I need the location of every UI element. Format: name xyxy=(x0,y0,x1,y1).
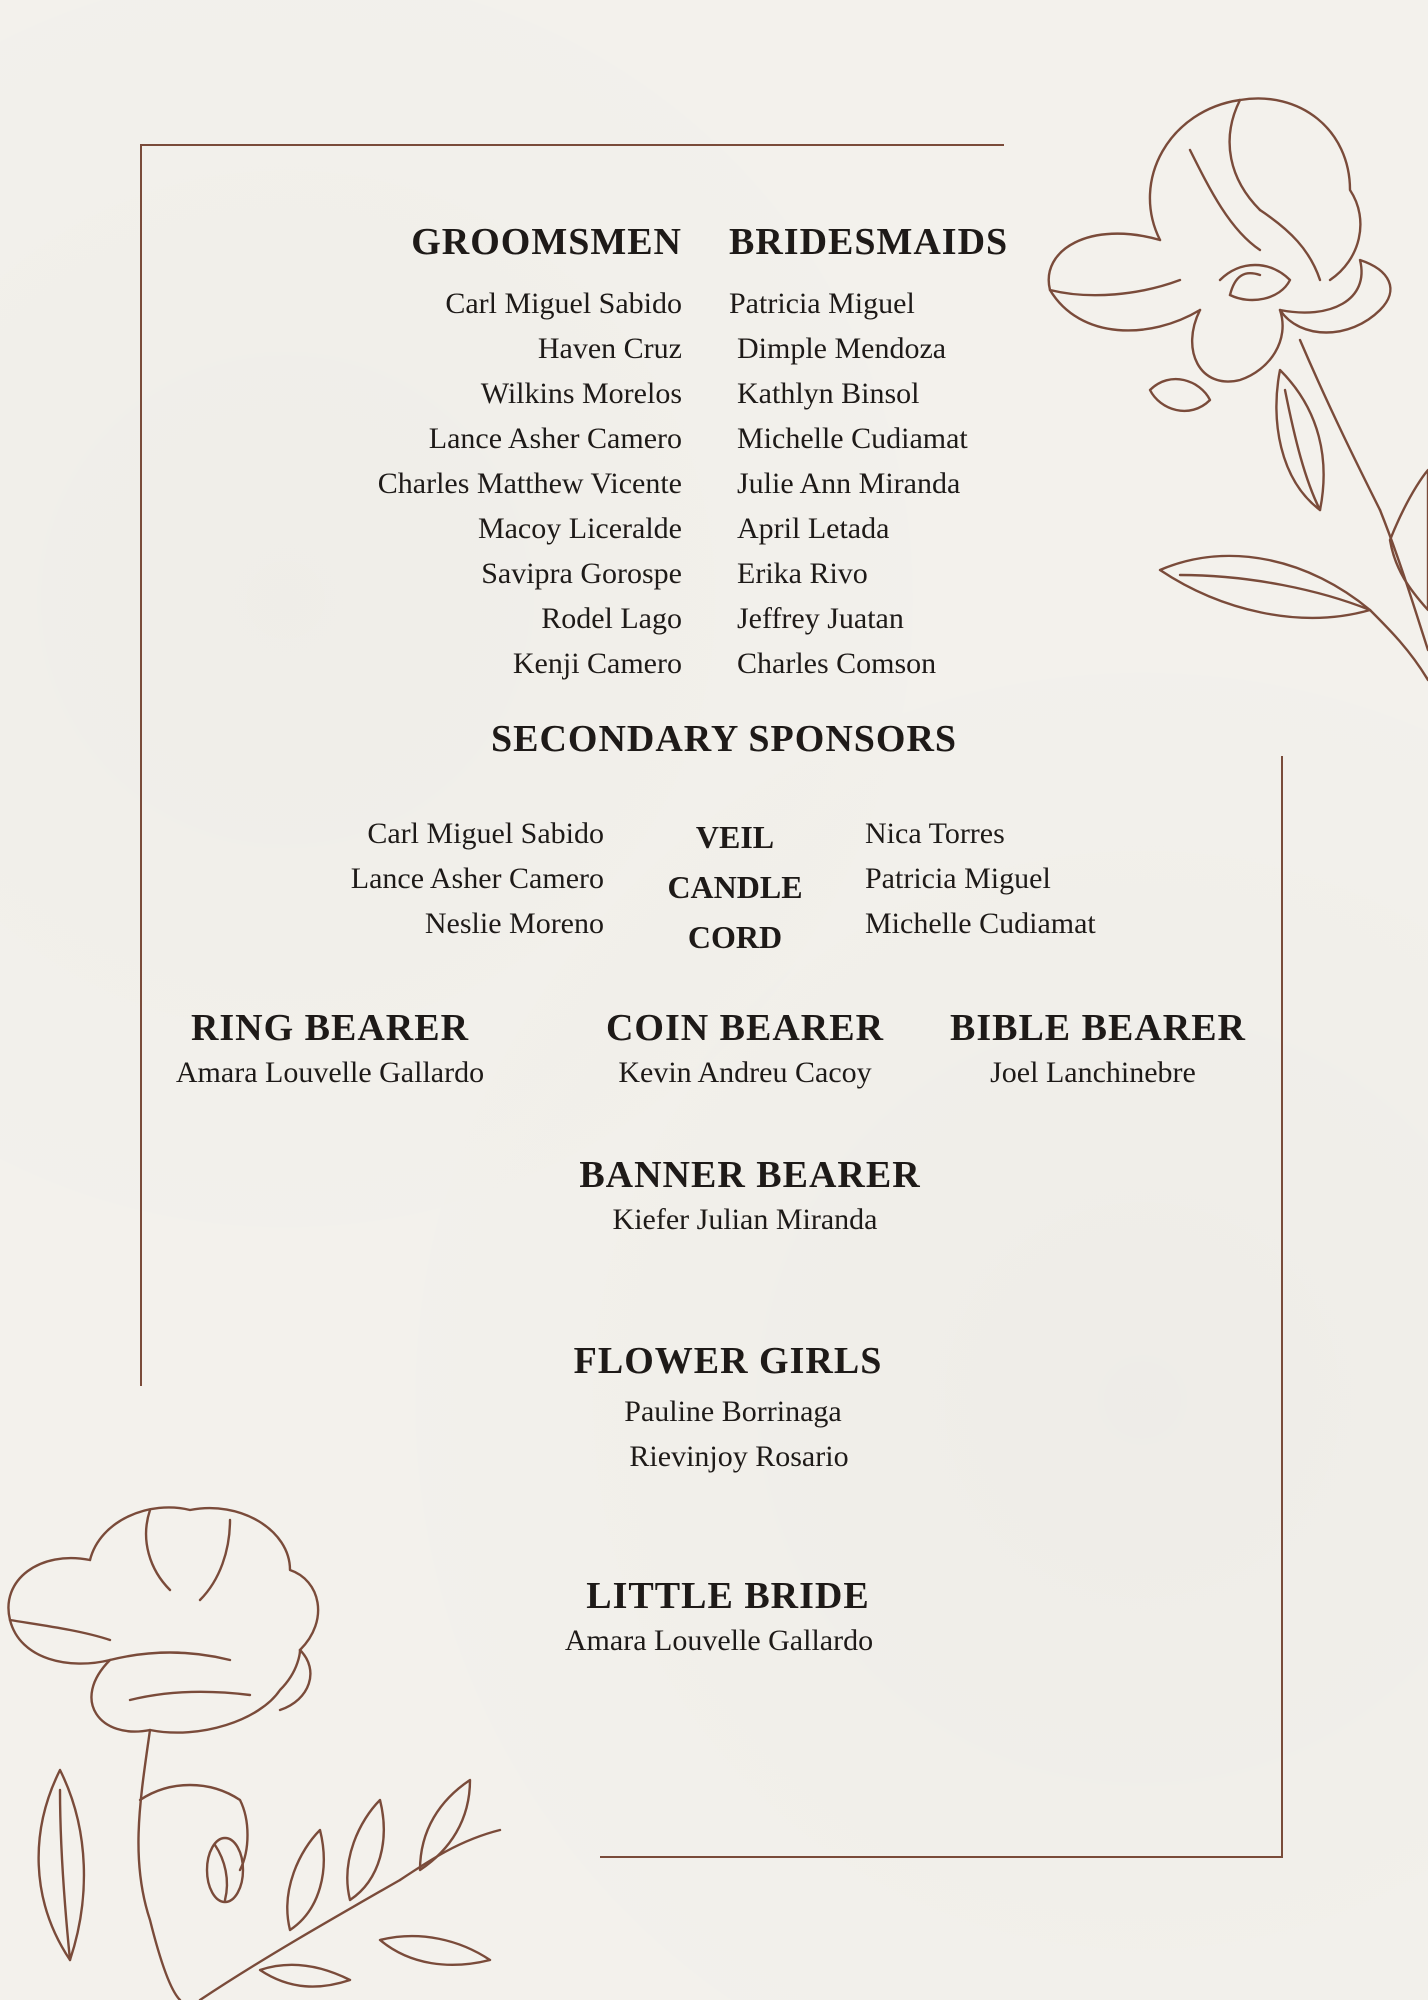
list-item: Dimple Mendoza xyxy=(737,332,947,365)
list-item: Jeffrey Juatan xyxy=(737,602,904,635)
frame-top-line xyxy=(140,144,1004,146)
groomsmen-heading: GROOMSMEN xyxy=(411,221,682,263)
list-item: April Letada xyxy=(737,512,890,545)
list-item: Rodel Lago xyxy=(541,602,682,635)
flower-girls-heading: FLOWER GIRLS xyxy=(573,1340,883,1382)
list-item: Wilkins Morelos xyxy=(480,377,682,410)
list-item: Carl Miguel Sabido xyxy=(367,817,604,850)
frame-bottom-line xyxy=(600,1856,1283,1858)
list-item: Michelle Cudiamat xyxy=(865,907,1096,940)
ring-bearer-name: Amara Louvelle Gallardo xyxy=(175,1056,485,1089)
list-item: Neslie Moreno xyxy=(424,907,604,940)
coin-bearer-name: Kevin Andreu Cacoy xyxy=(618,1056,872,1089)
list-item: Lance Asher Camero xyxy=(350,862,604,895)
list-item: Lance Asher Camero xyxy=(428,422,682,455)
banner-bearer-name: Kiefer Julian Miranda xyxy=(612,1203,878,1236)
list-item: Charles Matthew Vicente xyxy=(377,467,682,500)
list-item: CORD xyxy=(687,919,783,955)
bridesmaids-heading: BRIDESMAIDS xyxy=(729,221,1009,263)
banner-bearer-heading: BANNER BEARER xyxy=(579,1154,921,1196)
list-item: Pauline Borrinaga xyxy=(624,1395,842,1428)
little-bride-name: Amara Louvelle Gallardo xyxy=(564,1624,874,1657)
sponsor-roles-list xyxy=(640,812,830,962)
list-item: Nica Torres xyxy=(865,817,1005,850)
list-item: Carl Miguel Sabido xyxy=(445,287,682,320)
list-item: Charles Comson xyxy=(737,647,937,680)
list-item: Macoy Liceralde xyxy=(477,512,682,545)
bible-bearer-heading: BIBLE BEARER xyxy=(949,1007,1247,1049)
bible-bearer-name: Joel Lanchinebre xyxy=(990,1056,1196,1089)
frame-left-line xyxy=(140,144,142,1386)
list-item: Kenji Camero xyxy=(512,647,682,680)
list-item: CANDLE xyxy=(667,869,803,905)
list-item: Haven Cruz xyxy=(537,332,682,365)
list-item: VEIL xyxy=(695,819,775,855)
list-item: Patricia Miguel xyxy=(865,862,1051,895)
frame-right-line xyxy=(1281,756,1283,1858)
sponsors-right-list xyxy=(865,811,1205,946)
list-item: Rievinjoy Rosario xyxy=(629,1440,849,1473)
ring-bearer-heading: RING BEARER xyxy=(190,1007,470,1049)
little-bride-heading: LITTLE BRIDE xyxy=(586,1575,870,1617)
coin-bearer-heading: COIN BEARER xyxy=(605,1007,885,1049)
list-item: Kathlyn Binsol xyxy=(737,377,920,410)
secondary-sponsors-heading: SECONDARY SPONSORS xyxy=(490,718,958,760)
list-item: Julie Ann Miranda xyxy=(737,467,961,500)
list-item: Savipra Gorospe xyxy=(481,557,682,590)
list-item: Michelle Cudiamat xyxy=(737,422,968,455)
sponsors-left-list xyxy=(260,811,604,946)
top-right-flower-icon xyxy=(1030,90,1428,710)
groomsmen-list xyxy=(282,281,682,686)
bottom-left-flower-icon xyxy=(0,1500,540,2000)
bridesmaids-list xyxy=(729,281,1089,686)
list-item: Erika Rivo xyxy=(737,557,868,590)
list-item: Patricia Miguel xyxy=(729,287,915,320)
flower-girls-list xyxy=(483,1389,983,1479)
